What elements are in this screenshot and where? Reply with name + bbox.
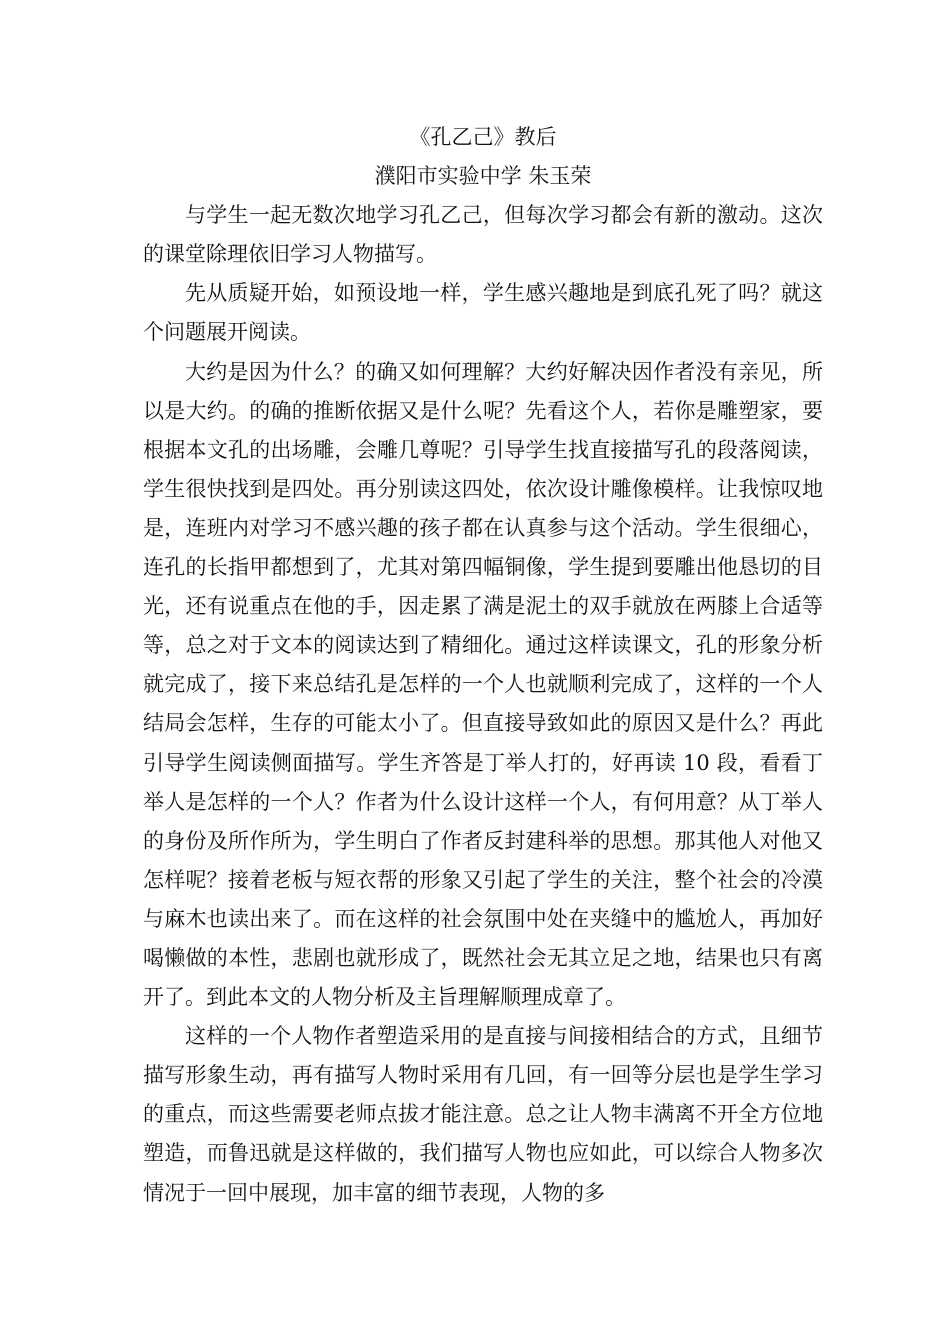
paragraph-1: 与学生一起无数次地学习孔乙己，但每次学习都会有新的激动。这次的课堂除理依旧学习人物描写。 <box>143 203 823 267</box>
paragraph-3: 大约是因为什么？的确又如何理解？大约好解决因作者没有亲见，所以是大约。的确的推断依据又是什么呢？先看这个人，若你是雕塑家，要根据本文孔的出场雕，会雕几尊呢？引导学生找直接描写孔的段落阅读，学生很快找到是四处。再分别读这四处，依次设计雕像模样。让我惊叹地是，连班内对学习不感兴趣的孩子都在认真参与这个活动。学生很细心，连孔的长指甲都想到了，尤其对第四幅铜像，学生提到要雕出他恳切的目光，还有说重点在他的手，因走累了满是泥土的双手就放在两膝上合适等等，总之对于文本的阅读达到了精细化。通过这样读课文，孔的形象分析就完成了，接下来总结孔是怎样的一个人也就顺利完成了，这样的一个人结局会怎样，生存的可能太小了。但直接导致如此的原因又是什么？再此引导学生阅读侧面描写。学生齐答是丁举人打的，好再读 10 段，看看丁举人是怎样的一个人？作者为什么设计这样一个人，有何用意？从丁举人的身份及所作所为，学生明白了作者反封建科举的思想。那其他人对他又怎样呢？接着老板与短衣帮的形象又引起了学生的关注，整个社会的冷漠与麻木也读出来了。而在这样的社会氛围中处在夹缝中的尴尬人，再加好喝懒做的本性，悲剧也就形成了，既然社会无其立足之地，结果也只有离开了。到此本文的人物分析及主旨理解顺理成章了。 <box>143 359 823 1010</box>
document-author: 濮阳市实验中学 朱玉荣 <box>374 164 592 189</box>
paragraph-4: 这样的一个人物作者塑造采用的是直接与间接相结合的方式，且细节描写形象生动，再有描写人物时采用有几回，有一回等分层也是学生学习的重点，而这些需要老师点拔才能注意。总之让人物丰满离不开全方位地塑造，而鲁迅就是这样做的，我们描写人物也应如此，可以综合人物多次情况于一回中展现，加丰富的细节表现，人物的多 <box>143 1024 823 1205</box>
document-page <box>143 118 823 1213</box>
paragraph-2: 先从质疑开始，如预设地一样，学生感兴趣地是到底孔死了吗？就这个问题展开阅读。 <box>143 281 823 345</box>
document-title: 《孔乙己》教后 <box>409 125 557 149</box>
